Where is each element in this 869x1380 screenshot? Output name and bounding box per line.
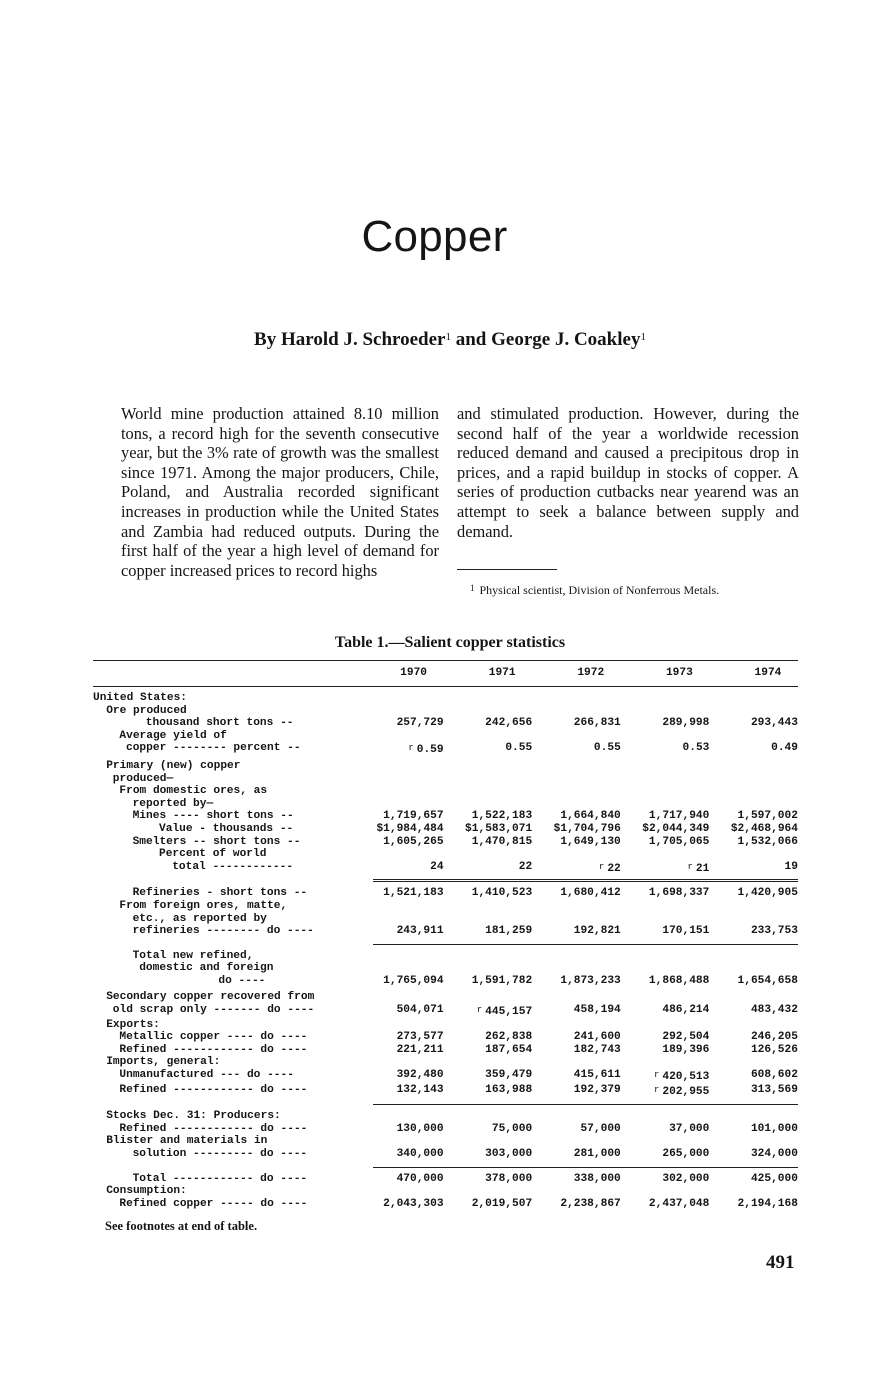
cell-1970: r 0.59 xyxy=(408,743,444,757)
cell-1974: 1,532,066 xyxy=(737,835,798,848)
cell-1972 xyxy=(532,950,621,963)
footnote-text: Physical scientist, Division of Nonferrous Metals. xyxy=(479,583,720,597)
cell-1970: 257,729 xyxy=(396,717,444,730)
cell-1971 xyxy=(444,705,533,718)
row-label: Imports, general: xyxy=(106,1056,221,1069)
cell-1973 xyxy=(621,1056,710,1069)
cell-1973 xyxy=(621,1019,710,1032)
cell-1972: 2,238,867 xyxy=(560,1197,621,1210)
byline-prefix: By xyxy=(254,329,277,350)
table-row xyxy=(93,1135,798,1148)
cell-1972 xyxy=(532,785,621,798)
cell-1974 xyxy=(709,950,798,963)
table-row xyxy=(93,742,798,757)
cell-1974 xyxy=(709,730,798,743)
cell-1972: 338,000 xyxy=(573,1172,621,1185)
cell-1973: $2,044,349 xyxy=(642,822,710,835)
cell-1974 xyxy=(709,1135,798,1148)
cell-1974 xyxy=(709,962,798,975)
cell-1971: 242,656 xyxy=(485,717,533,730)
cell-1970 xyxy=(355,913,444,926)
table-row xyxy=(93,692,798,705)
table-row xyxy=(93,823,798,836)
cell-1974: 293,443 xyxy=(750,717,798,730)
body-paragraph-left: World mine production attained 8.10 million tons, a record high for the seventh consecutive year, but the 3% rate of growth was the smallest since 1971. Among the major producers, Chile, Poland, and Australia recorded significant increases in production while the United States and Zambia had reduced outputs. During the first half of the year a high level of demand for copper increased prices to record highs xyxy=(121,404,439,580)
byline-conjunction: and xyxy=(455,329,487,350)
row-label: total ------------ xyxy=(172,860,294,873)
cell-1973 xyxy=(621,692,710,705)
cell-1970: 470,000 xyxy=(396,1172,444,1185)
cell-1972 xyxy=(532,900,621,913)
cell-1974: 2,194,168 xyxy=(737,1197,798,1210)
cell-1973 xyxy=(621,1185,710,1198)
cell-1972: $1,704,796 xyxy=(553,822,621,835)
row-label: From domestic ores, as xyxy=(119,785,268,798)
cell-1974: 1,597,002 xyxy=(737,810,798,823)
row-label: produced— xyxy=(112,772,174,785)
table-row xyxy=(93,1056,798,1069)
cell-1972: 458,194 xyxy=(573,1004,621,1017)
cell-1974 xyxy=(709,785,798,798)
cell-1973: 2,437,048 xyxy=(648,1197,710,1210)
cell-1970 xyxy=(355,1056,444,1069)
table-row xyxy=(93,773,798,786)
cell-1970 xyxy=(355,692,444,705)
cell-1974: 246,205 xyxy=(750,1031,798,1044)
row-label: Total new refined, xyxy=(132,949,254,962)
footnote-rule xyxy=(457,569,557,570)
cell-1973: 265,000 xyxy=(662,1148,710,1160)
table-body xyxy=(93,687,798,1212)
cell-1972: 1,664,840 xyxy=(560,810,621,823)
table-row xyxy=(93,1148,798,1161)
cell-1972: 1,873,233 xyxy=(560,974,621,987)
table-section-rule xyxy=(373,1167,798,1168)
revised-mark: r xyxy=(476,1005,483,1016)
cell-1972 xyxy=(532,991,621,1004)
cell-1973 xyxy=(621,785,710,798)
cell-1973: 486,214 xyxy=(662,1004,710,1017)
row-label: refineries -------- do ---- xyxy=(132,925,314,938)
cell-1974 xyxy=(709,1056,798,1069)
cell-1974 xyxy=(709,705,798,718)
cell-1972: 192,821 xyxy=(573,925,621,938)
cell-1971 xyxy=(444,760,533,773)
cell-1971: 378,000 xyxy=(485,1172,533,1185)
cell-1970: 1,719,657 xyxy=(383,810,444,823)
cell-1972 xyxy=(532,1056,621,1069)
year-1970: 1970 xyxy=(400,667,428,680)
table-row xyxy=(93,1084,798,1099)
table-header-row xyxy=(93,661,798,686)
row-label: solution --------- do ---- xyxy=(132,1148,308,1160)
cell-1973 xyxy=(621,1135,710,1148)
cell-1974 xyxy=(709,848,798,861)
cell-1972: 0.55 xyxy=(593,742,621,755)
table-row xyxy=(93,887,798,900)
cell-1970: 392,480 xyxy=(396,1069,444,1082)
row-label: From foreign ores, matte, xyxy=(119,899,288,912)
row-label: old scrap only ------- do ---- xyxy=(112,1004,315,1017)
cell-1974 xyxy=(709,1185,798,1198)
cell-1974: 101,000 xyxy=(750,1122,798,1135)
table-row xyxy=(93,861,798,876)
cell-1973: 37,000 xyxy=(669,1122,710,1135)
table-row xyxy=(93,950,798,963)
row-label: Refined ------------ do ---- xyxy=(119,1043,308,1056)
cell-1973: 302,000 xyxy=(662,1172,710,1185)
cell-1971 xyxy=(444,848,533,861)
cell-1972 xyxy=(532,1110,621,1123)
cell-1974 xyxy=(709,1110,798,1123)
table-row xyxy=(93,760,798,773)
cell-1974 xyxy=(709,798,798,811)
cell-1971 xyxy=(444,692,533,705)
cell-1972: 281,000 xyxy=(573,1148,621,1160)
cell-1972: 266,831 xyxy=(573,717,621,730)
cell-1971: 359,479 xyxy=(485,1069,533,1082)
revised-mark: r xyxy=(653,1070,660,1081)
cell-1973 xyxy=(621,991,710,1004)
cell-1974: 608,602 xyxy=(750,1069,798,1082)
cell-1971 xyxy=(444,785,533,798)
row-label: Blister and materials in xyxy=(106,1135,268,1148)
cell-1971 xyxy=(444,962,533,975)
row-label: domestic and foreign xyxy=(139,962,274,975)
cell-1971 xyxy=(444,1019,533,1032)
cell-1972: 57,000 xyxy=(580,1122,621,1135)
cell-1972 xyxy=(532,1019,621,1032)
cell-1971: 1,410,523 xyxy=(471,887,533,900)
cell-1971: 2,019,507 xyxy=(471,1197,533,1210)
cell-1972 xyxy=(532,848,621,861)
row-label: Secondary copper recovered from xyxy=(106,991,315,1004)
row-label: etc., as reported by xyxy=(132,912,267,925)
row-label: Ore produced xyxy=(106,704,187,717)
row-label: Average yield of xyxy=(119,729,227,742)
revised-mark: r xyxy=(598,861,605,872)
cell-1972 xyxy=(532,1185,621,1198)
cell-1970 xyxy=(355,705,444,718)
cell-1972: 192,379 xyxy=(573,1083,621,1096)
row-label: Exports: xyxy=(106,1018,160,1031)
body-left-column xyxy=(121,404,439,580)
cell-1974: 483,432 xyxy=(750,1004,798,1017)
byline xyxy=(0,329,869,351)
cell-1970: 504,071 xyxy=(396,1004,444,1017)
cell-1970 xyxy=(355,1185,444,1198)
cell-1974: 1,654,658 xyxy=(737,974,798,987)
body-right-column xyxy=(457,404,799,541)
cell-1972 xyxy=(532,773,621,786)
cell-1973: r 420,513 xyxy=(653,1070,710,1084)
year-1974: 1974 xyxy=(754,667,782,680)
cell-1971: 163,988 xyxy=(485,1083,533,1096)
cell-1971: r 445,157 xyxy=(476,1005,533,1019)
table-row xyxy=(93,1123,798,1136)
author-2: George J. Coakley xyxy=(491,329,641,350)
cell-1973: 1,717,940 xyxy=(648,810,710,823)
cell-1970: 221,211 xyxy=(396,1043,444,1056)
year-header xyxy=(621,667,710,680)
chapter-title: Copper xyxy=(361,212,508,261)
cell-1971: 22 xyxy=(518,860,533,873)
table-section-rule xyxy=(373,1104,798,1105)
cell-1973: 170,151 xyxy=(662,925,710,938)
cell-1970 xyxy=(355,900,444,913)
cell-1973 xyxy=(621,798,710,811)
cell-1972 xyxy=(532,692,621,705)
cell-1971 xyxy=(444,913,533,926)
row-label: thousand short tons -- xyxy=(145,717,294,730)
table-section-rule xyxy=(373,944,798,945)
cell-1974 xyxy=(709,1019,798,1032)
cell-1973: 289,998 xyxy=(662,717,710,730)
cell-1970 xyxy=(355,950,444,963)
cell-1970: $1,984,484 xyxy=(376,822,444,835)
cell-1971: 0.55 xyxy=(505,742,533,755)
cell-1972 xyxy=(532,760,621,773)
cell-1973 xyxy=(621,730,710,743)
revised-mark: r xyxy=(653,1084,660,1095)
cell-1974: 0.49 xyxy=(771,742,798,755)
cell-1970 xyxy=(355,785,444,798)
cell-1973 xyxy=(621,705,710,718)
revised-mark: r xyxy=(408,743,414,754)
row-label: Refineries - short tons -- xyxy=(132,887,308,900)
row-label: Primary (new) copper xyxy=(106,759,241,772)
author-2-footnote-mark: 1 xyxy=(640,331,646,343)
table-row xyxy=(93,1019,798,1032)
table-row xyxy=(93,962,798,975)
footnote-mark: 1 xyxy=(470,583,475,593)
row-label: Total ------------ do ---- xyxy=(132,1172,308,1185)
year-1972: 1972 xyxy=(577,667,605,680)
cell-1972: 182,743 xyxy=(573,1043,621,1056)
cell-1970 xyxy=(355,730,444,743)
year-header xyxy=(709,667,798,680)
cell-1973 xyxy=(621,913,710,926)
cell-1970 xyxy=(355,798,444,811)
cell-1973 xyxy=(621,1110,710,1123)
table-row xyxy=(93,925,798,938)
cell-1974 xyxy=(709,773,798,786)
cell-1970: 273,577 xyxy=(396,1031,444,1044)
table-row xyxy=(93,1069,798,1084)
cell-1970 xyxy=(355,962,444,975)
author-1-footnote-mark: 1 xyxy=(445,331,451,343)
cell-1973 xyxy=(621,962,710,975)
row-label: do ---- xyxy=(218,974,266,987)
cell-1974 xyxy=(709,760,798,773)
row-label: copper -------- percent -- xyxy=(126,742,301,755)
table-row xyxy=(93,730,798,743)
table-row xyxy=(93,1004,798,1019)
cell-1974: 233,753 xyxy=(750,925,798,938)
table-row xyxy=(93,810,798,823)
cell-1970: 132,143 xyxy=(396,1083,444,1096)
author-1: Harold J. Schroeder xyxy=(280,329,446,350)
cell-1970 xyxy=(355,760,444,773)
cell-1974 xyxy=(709,692,798,705)
cell-1970: 1,605,265 xyxy=(383,835,444,848)
cell-1974: 126,526 xyxy=(750,1043,798,1056)
cell-1970 xyxy=(355,1019,444,1032)
cell-1970: 24 xyxy=(430,860,444,873)
table-row xyxy=(93,705,798,718)
cell-1973: r 21 xyxy=(687,861,710,875)
row-label: Refined ------------ do ---- xyxy=(119,1122,308,1135)
table-row xyxy=(93,1110,798,1123)
row-label: Refined ------------ do ---- xyxy=(119,1083,308,1096)
row-label: Stocks Dec. 31: Producers: xyxy=(106,1110,281,1123)
table-row xyxy=(93,1044,798,1057)
cell-1974: 324,000 xyxy=(750,1148,798,1160)
cell-1971 xyxy=(444,1185,533,1198)
cell-1974: 425,000 xyxy=(750,1172,798,1185)
year-1971: 1971 xyxy=(488,667,516,680)
cell-1970: 340,000 xyxy=(396,1148,444,1160)
cell-1970 xyxy=(355,1110,444,1123)
cell-1973: 1,868,488 xyxy=(648,974,710,987)
cell-1974: $2,468,964 xyxy=(730,822,798,835)
see-footnotes-note: See footnotes at end of table. xyxy=(105,1219,258,1233)
cell-1970 xyxy=(355,991,444,1004)
cell-1971 xyxy=(444,798,533,811)
row-label: Smelters -- short tons -- xyxy=(132,835,301,848)
cell-1972: r 22 xyxy=(598,861,621,875)
cell-1971: 181,259 xyxy=(485,925,533,938)
cell-1972 xyxy=(532,962,621,975)
year-1973: 1973 xyxy=(665,667,693,680)
table-row xyxy=(93,900,798,913)
table-row xyxy=(93,836,798,849)
cell-1972 xyxy=(532,705,621,718)
cell-1971 xyxy=(444,1110,533,1123)
year-header xyxy=(355,667,444,680)
cell-1974 xyxy=(709,900,798,913)
cell-1973 xyxy=(621,950,710,963)
table-section-rule xyxy=(373,879,798,882)
cell-1974: 19 xyxy=(784,860,798,873)
cell-1970: 130,000 xyxy=(396,1122,444,1135)
cell-1973: 1,705,065 xyxy=(648,835,710,848)
table-row xyxy=(93,1173,798,1186)
row-label: Mines ---- short tons -- xyxy=(132,810,294,823)
table-title: Table 1.—Salient copper statistics xyxy=(334,634,566,651)
table-row xyxy=(93,1198,798,1211)
row-label: Percent of world xyxy=(159,848,267,861)
cell-1971: 1,591,782 xyxy=(471,974,533,987)
year-header xyxy=(444,667,533,680)
cell-1970: 2,043,303 xyxy=(383,1197,444,1210)
row-label: United States: xyxy=(93,692,187,704)
cell-1971: 1,470,815 xyxy=(471,835,533,848)
cell-1971 xyxy=(444,991,533,1004)
cell-1971 xyxy=(444,773,533,786)
table-row xyxy=(93,991,798,1004)
table-row xyxy=(93,798,798,811)
table-row xyxy=(93,975,798,988)
cell-1972: 241,600 xyxy=(573,1031,621,1044)
cell-1970 xyxy=(355,773,444,786)
cell-1973: 189,396 xyxy=(662,1043,710,1056)
table-row xyxy=(93,1185,798,1198)
cell-1972: 1,649,130 xyxy=(560,835,621,848)
cell-1970 xyxy=(355,848,444,861)
cell-1973: r 202,955 xyxy=(653,1084,710,1098)
row-label: Consumption: xyxy=(106,1185,187,1198)
cell-1971: $1,583,071 xyxy=(465,822,533,835)
cell-1974 xyxy=(709,991,798,1004)
table-row xyxy=(93,913,798,926)
revised-mark: r xyxy=(687,861,693,872)
cell-1970 xyxy=(355,1135,444,1148)
cell-1970: 1,765,094 xyxy=(383,974,444,987)
table-row xyxy=(93,848,798,861)
cell-1971: 1,522,183 xyxy=(471,810,533,823)
cell-1971 xyxy=(444,730,533,743)
cell-1972: 415,611 xyxy=(573,1069,621,1082)
cell-1973: 292,504 xyxy=(662,1031,710,1044)
row-label: Refined copper ----- do ---- xyxy=(119,1197,308,1210)
cell-1974: 1,420,905 xyxy=(737,887,798,900)
page-number: 491 xyxy=(766,1252,795,1273)
cell-1972 xyxy=(532,798,621,811)
cell-1971: 303,000 xyxy=(485,1148,533,1160)
cell-1974: 313,569 xyxy=(750,1083,798,1096)
table-row xyxy=(93,1031,798,1044)
salient-statistics-table xyxy=(93,660,798,1212)
cell-1973: 1,698,337 xyxy=(648,887,710,900)
cell-1972 xyxy=(532,730,621,743)
cell-1971: 75,000 xyxy=(491,1122,533,1135)
cell-1971 xyxy=(444,1056,533,1069)
cell-1972: 1,680,412 xyxy=(560,887,621,900)
cell-1970: 1,521,183 xyxy=(383,887,444,900)
row-label: Metallic copper ---- do ---- xyxy=(119,1031,308,1044)
cell-1973: 0.53 xyxy=(682,742,710,755)
cell-1971: 187,654 xyxy=(485,1043,533,1056)
cell-1971 xyxy=(444,950,533,963)
table-row xyxy=(93,785,798,798)
cell-1971: 262,838 xyxy=(485,1031,533,1044)
row-label: Value - thousands -- xyxy=(159,822,294,835)
cell-1974 xyxy=(709,913,798,926)
year-header xyxy=(532,667,621,680)
cell-1973 xyxy=(621,760,710,773)
cell-1970: 243,911 xyxy=(396,925,444,938)
body-paragraph-right: and stimulated production. However, during the second half of the year a worldwide recession reduced demand and caused a precipitous drop in prices, and a rapid buildup in stocks of copper. A series of production cutbacks near yearend was an attempt to seek a balance between supply and demand. xyxy=(457,404,799,541)
table-row xyxy=(93,717,798,730)
row-label: reported by— xyxy=(132,797,214,810)
cell-1971 xyxy=(444,1135,533,1148)
cell-1973 xyxy=(621,773,710,786)
cell-1971 xyxy=(444,900,533,913)
row-label: Unmanufactured --- do ---- xyxy=(119,1069,294,1082)
footnote xyxy=(470,583,810,598)
cell-1972 xyxy=(532,1135,621,1148)
cell-1972 xyxy=(532,913,621,926)
cell-1973 xyxy=(621,848,710,861)
cell-1973 xyxy=(621,900,710,913)
